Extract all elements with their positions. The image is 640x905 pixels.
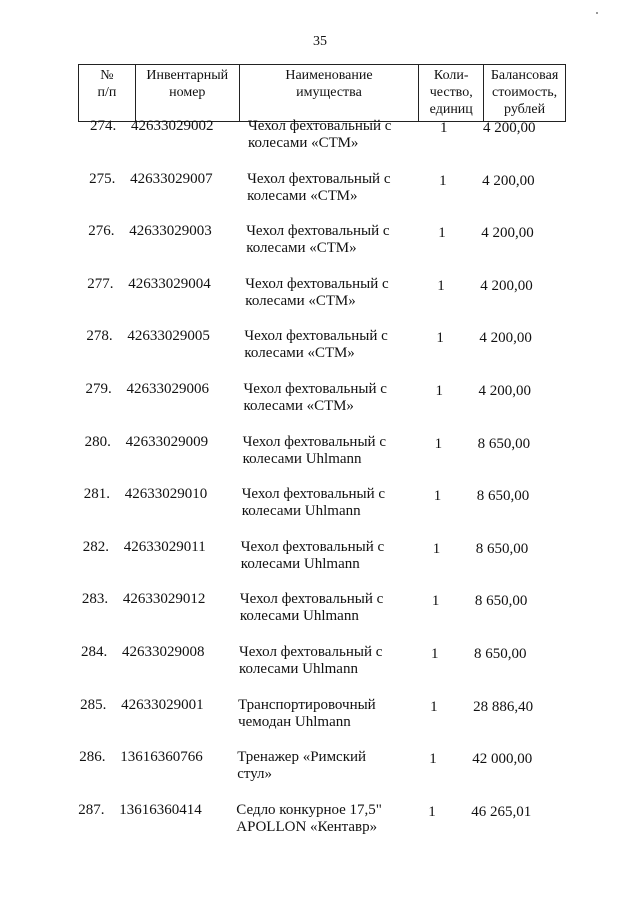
table-row bbox=[76, 802, 576, 854]
inventory-number: 42633029012 bbox=[122, 591, 206, 608]
book-value: 4 200,00 bbox=[479, 330, 532, 347]
property-name-line: колесами Uhlmann bbox=[240, 555, 360, 572]
property-name-line: Тренажер «Римский bbox=[237, 749, 367, 766]
book-value: 8 650,00 bbox=[476, 488, 530, 505]
property-name-line: Чехол фехтовальный с bbox=[242, 433, 386, 450]
inventory-number: 42633029006 bbox=[126, 381, 209, 397]
row-number: 274. bbox=[90, 118, 117, 134]
property-name-line: Чехол фехтовальный с bbox=[240, 538, 385, 555]
property-name-line: колесами Uhlmann bbox=[241, 503, 361, 520]
row-number: 287. bbox=[78, 801, 105, 818]
table-row bbox=[88, 118, 588, 170]
property-name bbox=[239, 644, 409, 678]
quantity: 1 bbox=[435, 383, 443, 399]
inventory-number: 42633029004 bbox=[128, 275, 211, 292]
row-number: 282. bbox=[82, 538, 110, 555]
property-name-line: Чехол фехтовальный с bbox=[239, 644, 383, 660]
quantity: 1 bbox=[432, 540, 441, 557]
property-name-line: колесами Uhlmann bbox=[242, 450, 362, 467]
table-row bbox=[78, 697, 578, 749]
property-name-line: колесами «СТМ» bbox=[247, 187, 358, 204]
property-name-line: Чехол фехтовальный с bbox=[248, 118, 392, 134]
property-name-line: Чехол фехтовальный с bbox=[239, 591, 384, 608]
property-name bbox=[240, 591, 410, 625]
property-name-line: Седло конкурное 17,5" bbox=[236, 801, 382, 818]
book-value: 4 200,00 bbox=[478, 383, 531, 399]
table-row bbox=[86, 223, 586, 275]
inventory-number: 42633029008 bbox=[122, 644, 205, 660]
table-row bbox=[82, 486, 582, 538]
property-name-line: колесами Uhlmann bbox=[239, 661, 358, 677]
table-row bbox=[80, 591, 580, 643]
scan-artifact-dot bbox=[596, 12, 598, 14]
quantity: 1 bbox=[438, 225, 446, 242]
row-number: 286. bbox=[79, 749, 106, 766]
table-row bbox=[79, 644, 579, 696]
table-row bbox=[87, 171, 587, 223]
inventory-number: 42633029009 bbox=[125, 433, 209, 450]
quantity: 1 bbox=[433, 488, 442, 505]
row-number: 283. bbox=[81, 591, 109, 608]
property-name bbox=[236, 802, 406, 836]
page-number: 35 bbox=[313, 34, 327, 49]
header-number: № п/п bbox=[79, 65, 136, 122]
row-number: 276. bbox=[88, 223, 115, 240]
property-name-line: Транспортировочный bbox=[238, 696, 376, 713]
quantity: 1 bbox=[431, 646, 439, 662]
property-name-line: колесами «СТМ» bbox=[243, 398, 354, 414]
property-name bbox=[241, 539, 411, 573]
row-number: 277. bbox=[87, 275, 114, 292]
property-name-line: Чехол фехтовальный с bbox=[243, 381, 387, 397]
property-name-line: колесами «СТМ» bbox=[248, 135, 359, 151]
quantity: 1 bbox=[428, 803, 436, 820]
book-value: 4 200,00 bbox=[483, 120, 536, 136]
property-name bbox=[246, 223, 416, 257]
header-inventory-number: Инвентарный номер bbox=[136, 65, 240, 122]
header-quantity: Коли- чество, единиц bbox=[419, 65, 484, 122]
table-row bbox=[77, 749, 577, 801]
property-name-line: колесами Uhlmann bbox=[239, 608, 359, 625]
property-name-line: Чехол фехтовальный с bbox=[246, 223, 390, 240]
header-book-value: Балансовая стоимость, рублей bbox=[484, 65, 566, 122]
property-name bbox=[242, 486, 412, 520]
book-value: 4 200,00 bbox=[482, 172, 535, 189]
property-name bbox=[247, 171, 417, 205]
property-name bbox=[237, 749, 407, 783]
property-name-line: Чехол фехтовальный с bbox=[244, 328, 388, 345]
property-name-line: чемодан Uhlmann bbox=[238, 713, 351, 730]
quantity: 1 bbox=[436, 330, 444, 347]
property-name bbox=[248, 118, 418, 152]
row-number: 281. bbox=[83, 486, 110, 503]
quantity: 1 bbox=[437, 277, 445, 294]
quantity: 1 bbox=[430, 698, 438, 715]
inventory-number: 42633029005 bbox=[127, 328, 210, 345]
book-value: 46 265,01 bbox=[471, 803, 532, 820]
inventory-number: 42633029010 bbox=[124, 486, 208, 503]
row-number: 279. bbox=[85, 381, 112, 397]
property-name-line: колесами «СТМ» bbox=[245, 292, 356, 309]
quantity: 1 bbox=[440, 120, 448, 136]
row-number: 275. bbox=[89, 170, 116, 187]
table-header bbox=[78, 64, 566, 122]
table-row bbox=[84, 381, 584, 433]
book-value: 28 886,40 bbox=[473, 698, 534, 715]
book-value: 8 650,00 bbox=[477, 435, 531, 452]
property-name-line: APOLLON «Кентавр» bbox=[236, 818, 378, 835]
book-value: 4 200,00 bbox=[480, 277, 533, 294]
property-name-line: Чехол фехтовальный с bbox=[241, 486, 386, 503]
inventory-number: 42633029007 bbox=[130, 170, 213, 187]
row-number: 284. bbox=[81, 644, 108, 660]
quantity: 1 bbox=[431, 593, 440, 610]
book-value: 42 000,00 bbox=[472, 751, 533, 768]
quantity: 1 bbox=[429, 751, 437, 768]
property-name bbox=[245, 276, 415, 310]
property-name bbox=[244, 381, 414, 415]
table-row bbox=[81, 539, 581, 591]
quantity: 1 bbox=[434, 435, 443, 452]
inventory-number: 13616360414 bbox=[119, 801, 202, 818]
inventory-number: 42633029001 bbox=[121, 696, 204, 713]
row-number: 285. bbox=[80, 696, 107, 713]
property-name bbox=[244, 328, 414, 362]
book-value: 8 650,00 bbox=[474, 593, 528, 610]
header-property-name: Наименование имущества bbox=[240, 65, 420, 122]
property-name bbox=[238, 697, 408, 731]
table-row bbox=[85, 276, 585, 328]
inventory-number: 13616360766 bbox=[120, 749, 203, 766]
book-value: 8 650,00 bbox=[475, 540, 529, 557]
inventory-number: 42633029011 bbox=[123, 538, 206, 555]
property-name-line: колесами «СТМ» bbox=[244, 345, 355, 362]
book-value: 4 200,00 bbox=[481, 225, 534, 242]
property-name-line: стул» bbox=[237, 766, 273, 783]
table-row bbox=[83, 434, 583, 486]
book-value: 8 650,00 bbox=[474, 646, 527, 662]
row-number: 278. bbox=[86, 328, 113, 345]
property-name-line: Чехол фехтовальный с bbox=[245, 275, 389, 292]
row-number: 280. bbox=[84, 433, 111, 450]
table-row bbox=[84, 328, 584, 380]
quantity: 1 bbox=[439, 172, 447, 189]
property-name-line: колесами «СТМ» bbox=[246, 240, 357, 257]
property-name bbox=[243, 434, 413, 468]
property-name-line: Чехол фехтовальный с bbox=[247, 170, 391, 187]
inventory-number: 42633029003 bbox=[129, 223, 212, 240]
inventory-number: 42633029002 bbox=[131, 118, 214, 134]
